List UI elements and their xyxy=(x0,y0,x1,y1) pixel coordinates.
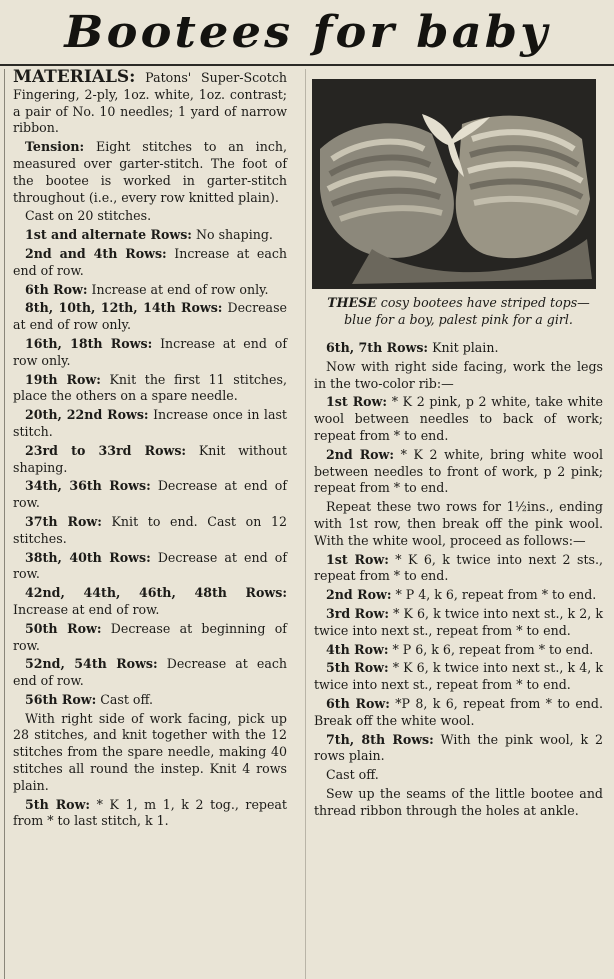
cast-on-text: Cast on 20 stitches. xyxy=(25,208,152,224)
row-instruction xyxy=(306,732,611,766)
row-instruction xyxy=(306,606,611,640)
row-text: Increase at each end of row. xyxy=(13,245,287,278)
row-text: * K 2 white, bring white wool between needles to front of work, p 2 pink; repeat from * to end. xyxy=(314,446,604,496)
row-text: Knit without shaping. xyxy=(13,442,287,475)
caption-lead: THESE xyxy=(327,295,377,310)
row-instruction xyxy=(5,797,295,831)
row-text: * K 6, k twice into next st., k 4, k twice into next st., repeat from * to end. xyxy=(314,660,603,693)
row-label: 42nd, 44th, 46th, 48th Rows: xyxy=(25,585,287,601)
bootees-photo xyxy=(312,79,596,289)
tension-text: Eight stitches to an inch, measured over garter-stitch. The foot of the bootee is worked in garter-stitch throughout (i.e., every row knitted plain). xyxy=(13,139,287,205)
row-instruction xyxy=(5,246,295,280)
row-text: Knit to end. Cast on 12 stitches. xyxy=(13,513,287,546)
row-text: Increase once in last stitch. xyxy=(13,407,287,439)
row-label: 20th, 22nd Rows: xyxy=(25,407,149,423)
row-label: 2nd and 4th Rows: xyxy=(25,245,167,261)
row-label: 52nd, 54th Rows: xyxy=(25,656,158,672)
row-label: 2nd Row: xyxy=(326,587,392,603)
row-instruction xyxy=(5,407,295,441)
row-text: Knit plain. xyxy=(432,340,499,355)
row-instruction xyxy=(5,585,295,619)
row-instruction xyxy=(306,696,611,730)
row-label: 5th Row: xyxy=(25,796,91,812)
row-instruction xyxy=(5,514,295,548)
row-label: 38th, 40th Rows: xyxy=(25,549,151,565)
tension-paragraph xyxy=(5,139,295,206)
row-label: 37th Row: xyxy=(25,513,102,529)
materials-heading: MATERIALS: xyxy=(13,67,136,87)
row-text: Increase at end of row only. xyxy=(13,335,287,368)
repeat-paragraph: Repeat these two rows for 1½ins., ending with 1st row, then break off the pink wool. With the white wool, proceed as follows:— xyxy=(314,499,603,548)
row-instruction xyxy=(5,550,295,584)
row-label: 3rd Row: xyxy=(326,605,390,621)
caption-text: cosy bootees have striped tops—blue for a boy, palest pink for a girl. xyxy=(344,295,590,327)
row-text: Knit the first 11 stitches, place the others on a spare needle. xyxy=(13,371,287,404)
row-instruction xyxy=(306,552,611,586)
row-instruction xyxy=(5,692,295,709)
tension-label: Tension: xyxy=(25,139,85,155)
row-text: * P 4, k 6, repeat from * to end. xyxy=(395,587,597,603)
row-text: * K 1, m 1, k 2 tog., repeat from * to last stitch, k 1. xyxy=(13,796,287,829)
row-label: 8th, 10th, 12th, 14th Rows: xyxy=(25,300,223,316)
row-label: 6th Row: xyxy=(326,695,390,711)
row-label: 1st and alternate Rows: xyxy=(25,227,192,243)
row-label: 16th, 18th Rows: xyxy=(25,335,153,351)
row-instruction xyxy=(5,300,295,334)
row-instruction xyxy=(306,587,611,604)
row-text: * K 6, k twice into next st., k 2, k twice into next st., repeat from * to end. xyxy=(314,605,603,638)
row-instruction xyxy=(5,443,295,477)
row-text: * P 6, k 6, repeat from * to end. xyxy=(392,641,594,657)
pickup-paragraph: With right side of work facing, pick up 28 stitches, and knit together with the 12 stitches from the spare needle, making 40 stitches all round the instep. Knit 4 rows plain. xyxy=(13,710,287,793)
cast-off-text: Cast off. xyxy=(326,767,379,783)
row-label: 6th, 7th Rows: xyxy=(326,340,429,355)
bootees-photo-art xyxy=(312,79,596,289)
row-instruction xyxy=(306,340,611,357)
right-column xyxy=(305,69,611,979)
row-instruction xyxy=(5,282,295,299)
row-label: 5th Row: xyxy=(326,660,389,676)
row-label: 7th, 8th Rows: xyxy=(326,731,434,747)
row-instruction xyxy=(306,642,611,659)
row-text: *P 8, k 6, repeat from * to end. Break off the white wool. xyxy=(314,695,603,728)
legs-paragraph: Now with right side facing, work the legs in the two-color rib:— xyxy=(314,358,603,391)
article-title: Bootees for baby xyxy=(64,6,550,58)
row-text: No shaping. xyxy=(195,227,273,243)
row-text: * K 6, k twice into next 2 sts., repeat from * to end. xyxy=(314,551,603,584)
row-text: Decrease at end of row only. xyxy=(13,300,287,333)
row-text: Decrease at end of row. xyxy=(13,549,287,582)
row-instruction xyxy=(5,656,295,690)
row-label: 23rd to 33rd Rows: xyxy=(25,442,187,458)
row-text: * K 2 pink, p 2 white, take white wool between needles to back of work; repeat from * to end. xyxy=(314,394,603,443)
finishing-paragraph: Sew up the seams of the little bootee and thread ribbon through the holes at ankle. xyxy=(314,785,603,818)
row-instruction xyxy=(306,394,611,444)
row-instruction xyxy=(5,621,295,655)
row-label: 50th Row: xyxy=(25,620,102,636)
row-instruction xyxy=(5,372,295,406)
materials-paragraph xyxy=(5,69,295,137)
row-label: 4th Row: xyxy=(326,641,389,657)
row-text: Increase at end of row. xyxy=(13,601,160,617)
row-label: 1st Row: xyxy=(326,394,388,410)
row-text: With the pink wool, k 2 rows plain. xyxy=(314,731,603,764)
left-column xyxy=(4,69,295,979)
row-instruction xyxy=(5,227,295,244)
row-label: 19th Row: xyxy=(25,371,101,387)
row-label: 6th Row: xyxy=(25,281,88,297)
row-label: 2nd Row: xyxy=(326,446,395,462)
row-label: 56th Row: xyxy=(25,691,97,707)
row-instruction xyxy=(5,478,295,512)
photo-caption xyxy=(306,289,611,330)
row-text: Cast off. xyxy=(100,691,154,707)
row-label: 1st Row: xyxy=(326,551,389,567)
row-text: Decrease at each end of row. xyxy=(13,656,287,689)
row-label: 34th, 36th Rows: xyxy=(25,478,151,494)
title-band xyxy=(0,0,614,66)
materials-text: Patons' Super-Scotch Fingering, 2-ply, 1oz. white, 1oz. contrast; a pair of No. 10 needles; 1 yard of narrow ribbon. xyxy=(13,70,287,136)
row-text: Decrease at end of row. xyxy=(13,478,287,511)
row-text: Decrease at beginning of row. xyxy=(13,620,287,653)
row-instruction xyxy=(306,447,611,497)
row-instruction xyxy=(306,660,611,694)
row-text: Increase at end of row only. xyxy=(91,281,269,297)
row-instruction xyxy=(5,336,295,370)
